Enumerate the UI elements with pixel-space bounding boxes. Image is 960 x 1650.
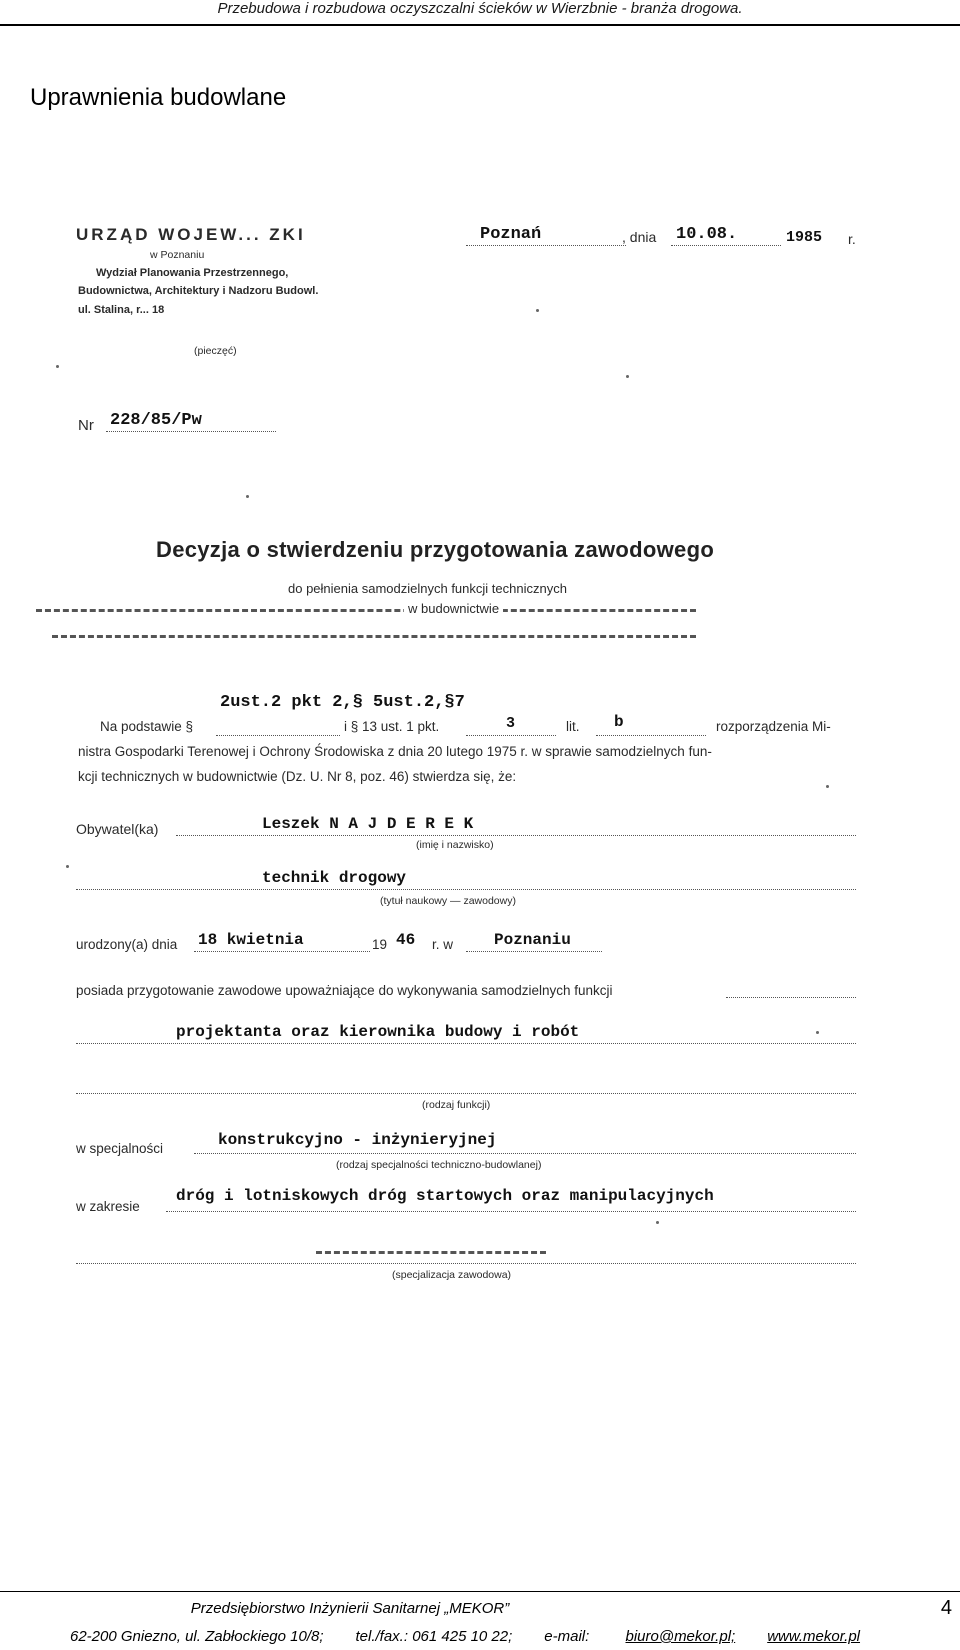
legal-basis-lit: lit. <box>566 719 580 734</box>
footer-email-group <box>544 1628 735 1645</box>
footer-email-link[interactable]: biuro@mekor.pl; <box>625 1628 736 1645</box>
scope-caption: (specjalizacja zawodowa) <box>392 1269 512 1281</box>
date-label: , dnia <box>622 229 657 245</box>
scope-value: dróg i lotniskowych dróg startowych oraz manipulacyjnych <box>176 1187 714 1205</box>
legal-basis-dots-3 <box>596 735 706 736</box>
stamp-line-5: ul. Stalina, r... 18 <box>78 304 165 316</box>
header-rule <box>0 24 960 26</box>
footer-website-link[interactable]: www.mekor.pl <box>767 1628 861 1645</box>
date-value: 10.08. <box>676 225 738 244</box>
decision-heading: Decyzja o stwierdzeniu przygotowania zawodowego <box>156 537 715 562</box>
place-line <box>466 245 626 246</box>
scan-speck <box>56 365 59 368</box>
function-value: projektanta oraz kierownika budowy i robót <box>176 1023 580 1041</box>
running-header <box>0 0 960 26</box>
footer-rule <box>0 1591 960 1592</box>
legal-basis-line-1a: Na podstawie § <box>100 719 194 734</box>
number-line <box>106 431 276 432</box>
born-in-label: r. w <box>432 937 454 952</box>
footer-email-label: e-mail: <box>544 1628 590 1645</box>
stamp-line-3: Wydział Planowania Przestrzennego, <box>96 267 289 279</box>
born-place-line <box>466 951 602 952</box>
qualification-dots <box>726 997 856 998</box>
qualification-line: posiada przygotowanie zawodowe upoważniające do wykonywania samodzielnych funkcji <box>76 983 613 998</box>
legal-basis-dots-1 <box>216 735 340 736</box>
legal-basis-dots-2 <box>466 735 556 736</box>
scan-speck <box>626 375 629 378</box>
legal-basis-line-3: kcji technicznych w budownictwie (Dz. U. Nr 8, poz. 46) stwierdza się, że: <box>78 769 517 784</box>
legal-basis-lit-value: b <box>614 713 624 731</box>
stamp-line-4: Budownictwa, Architektury i Nadzoru Budowl. <box>78 285 319 297</box>
function-caption: (rodzaj funkcji) <box>422 1099 491 1111</box>
decision-subheading-1: do pełnienia samodzielnych funkcji technicznych <box>288 581 567 596</box>
born-year-prefix: 19 <box>372 937 388 952</box>
born-label: urodzony(a) dnia <box>76 937 178 952</box>
legal-basis-typed: 2ust.2 pkt 2,§ 5ust.2,§7 <box>220 693 465 712</box>
running-header-text: Przebudowa i rozbudowa oczyszczalni ścieków w Wierzbnie - branża drogowa. <box>217 0 743 17</box>
title-caption: (tytuł naukowy — zawodowy) <box>380 895 516 907</box>
footer-address: 62-200 Gniezno, ul. Zabłockiego 10/8; <box>70 1628 324 1645</box>
specialty-caption: (rodzaj specjalności techniczno-budowlanej) <box>336 1159 542 1171</box>
citizen-caption: (imię i nazwisko) <box>416 839 494 851</box>
specialty-value: konstrukcyjno - inżynieryjnej <box>218 1131 497 1149</box>
scan-speck <box>826 785 829 788</box>
number-label: Nr <box>78 417 94 434</box>
legal-basis-line-1b: i § 13 ust. 1 pkt. <box>344 719 440 734</box>
stamp-line-2: w Poznaniu <box>150 249 205 261</box>
citizen-name: Leszek N A J D E R E K <box>262 815 474 833</box>
footer-company: Przedsiębiorstwo Inżynierii Sanitarnej „MEKOR” <box>190 1600 510 1617</box>
professional-title: technik drogowy <box>262 869 407 887</box>
date-year: 1985 <box>786 229 823 246</box>
scan-speck <box>536 309 539 312</box>
dash-row-1 <box>36 609 696 612</box>
legal-basis-line-1c: rozporządzenia Mi- <box>716 719 831 734</box>
title-line <box>76 889 856 890</box>
born-day-line <box>194 951 370 952</box>
scope-line <box>166 1211 856 1212</box>
scan-speck <box>246 495 249 498</box>
footer-phone: tel./fax.: 061 425 10 22; <box>355 1628 513 1645</box>
footer-contact <box>70 1628 860 1645</box>
scanned-decision-document <box>26 185 934 1355</box>
legal-basis-line-2: nistra Gospodarki Terenowej i Ochrony Środowiska z dnia 20 lutego 1975 r. w sprawie samodzielnych fun- <box>78 744 712 759</box>
page-title: Uprawnienia budowlane <box>30 84 287 111</box>
function-line-1 <box>76 1043 856 1044</box>
date-line <box>671 245 781 246</box>
born-day: 18 kwietnia <box>198 931 304 949</box>
citizen-line <box>176 835 856 836</box>
decision-subheading-2: w budownictwie <box>404 601 503 616</box>
date-year-suffix: r. <box>848 231 856 247</box>
scan-speck <box>816 1031 819 1034</box>
scope-label: w zakresie <box>76 1199 140 1214</box>
specialty-label: w specjalności <box>76 1141 164 1156</box>
stamp-caption: (pieczęć) <box>194 345 237 357</box>
born-place: Poznaniu <box>494 931 571 949</box>
dash-row-3 <box>316 1251 546 1254</box>
scan-speck <box>656 1221 659 1224</box>
number-value: 228/85/Pw <box>110 411 202 430</box>
stamp-line-1: URZĄD WOJEW... ZKI <box>76 225 306 244</box>
dash-row-2 <box>52 635 696 638</box>
function-line-2 <box>76 1093 856 1094</box>
scan-speck <box>66 865 69 868</box>
citizen-label: Obywatel(ka) <box>76 821 159 837</box>
legal-basis-pkt: 3 <box>506 715 516 732</box>
place: Poznań <box>480 225 542 244</box>
specialty-line <box>194 1153 856 1154</box>
scope-line-2 <box>76 1263 856 1264</box>
page-number: 4 <box>940 1597 952 1619</box>
born-year: 46 <box>396 931 416 949</box>
